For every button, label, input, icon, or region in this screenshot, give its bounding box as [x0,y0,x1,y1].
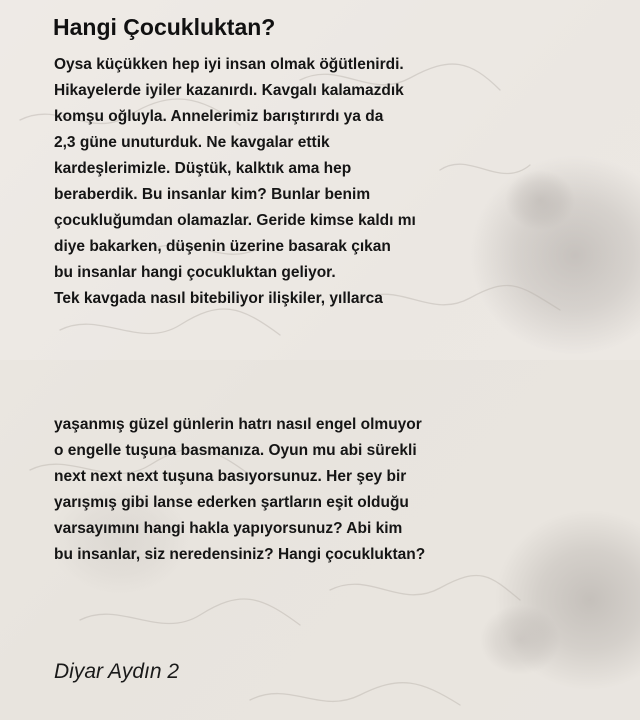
poem-line: bu insanlar, siz neredensiniz? Hangi çocukluktan? [54,546,426,563]
poem-line: kardeşlerimizle. Düştük, kalktık ama hep [54,160,352,177]
poem-line: Hikayelerde iyiler kazanırdı. Kavgalı kalamazdık [54,82,404,99]
poem-line: Tek kavgada nasıl bitebiliyor ilişkiler, yıllarca [54,290,383,307]
poem-line: yaşanmış güzel günlerin hatrı nasıl engel olmuyor [54,416,422,433]
poem-title: Hangi Çocukluktan? [53,14,276,40]
ink-stain [480,605,560,675]
poem-stanza-2 [54,412,425,568]
poem-stanza-1 [54,52,416,312]
poem-line: diye bakarken, düşenin üzerine basarak çıkan [54,238,391,255]
poem-line: o engelle tuşuna basmanıza. Oyun mu abi sürekli [54,442,417,459]
poem-line: Oysa küçükken hep iyi insan olmak öğütlenirdi. [54,56,404,73]
poem-line: next next next tuşuna basıyorsunuz. Her şey bir [54,468,407,485]
poem-line: varsayımını hangi hakla yapıyorsunuz? Abi kim [54,520,403,537]
poem-author: Diyar Aydın 2 [54,660,180,683]
poem-line: çocukluğumdan olamazlar. Geride kimse kaldı mı [54,212,416,229]
poem-line: yarışmış gibi lanse ederken şartların eşit olduğu [54,494,409,511]
poem-line: komşu oğluyla. Annelerimiz barıştırırdı ya da [54,108,384,125]
poem-line: 2,3 güne unuturduk. Ne kavgalar ettik [54,134,330,151]
poem-line: bu insanlar hangi çocukluktan geliyor. [54,264,336,281]
poem-line: beraberdik. Bu insanlar kim? Bunlar benim [54,186,371,203]
ink-stain [505,170,575,230]
